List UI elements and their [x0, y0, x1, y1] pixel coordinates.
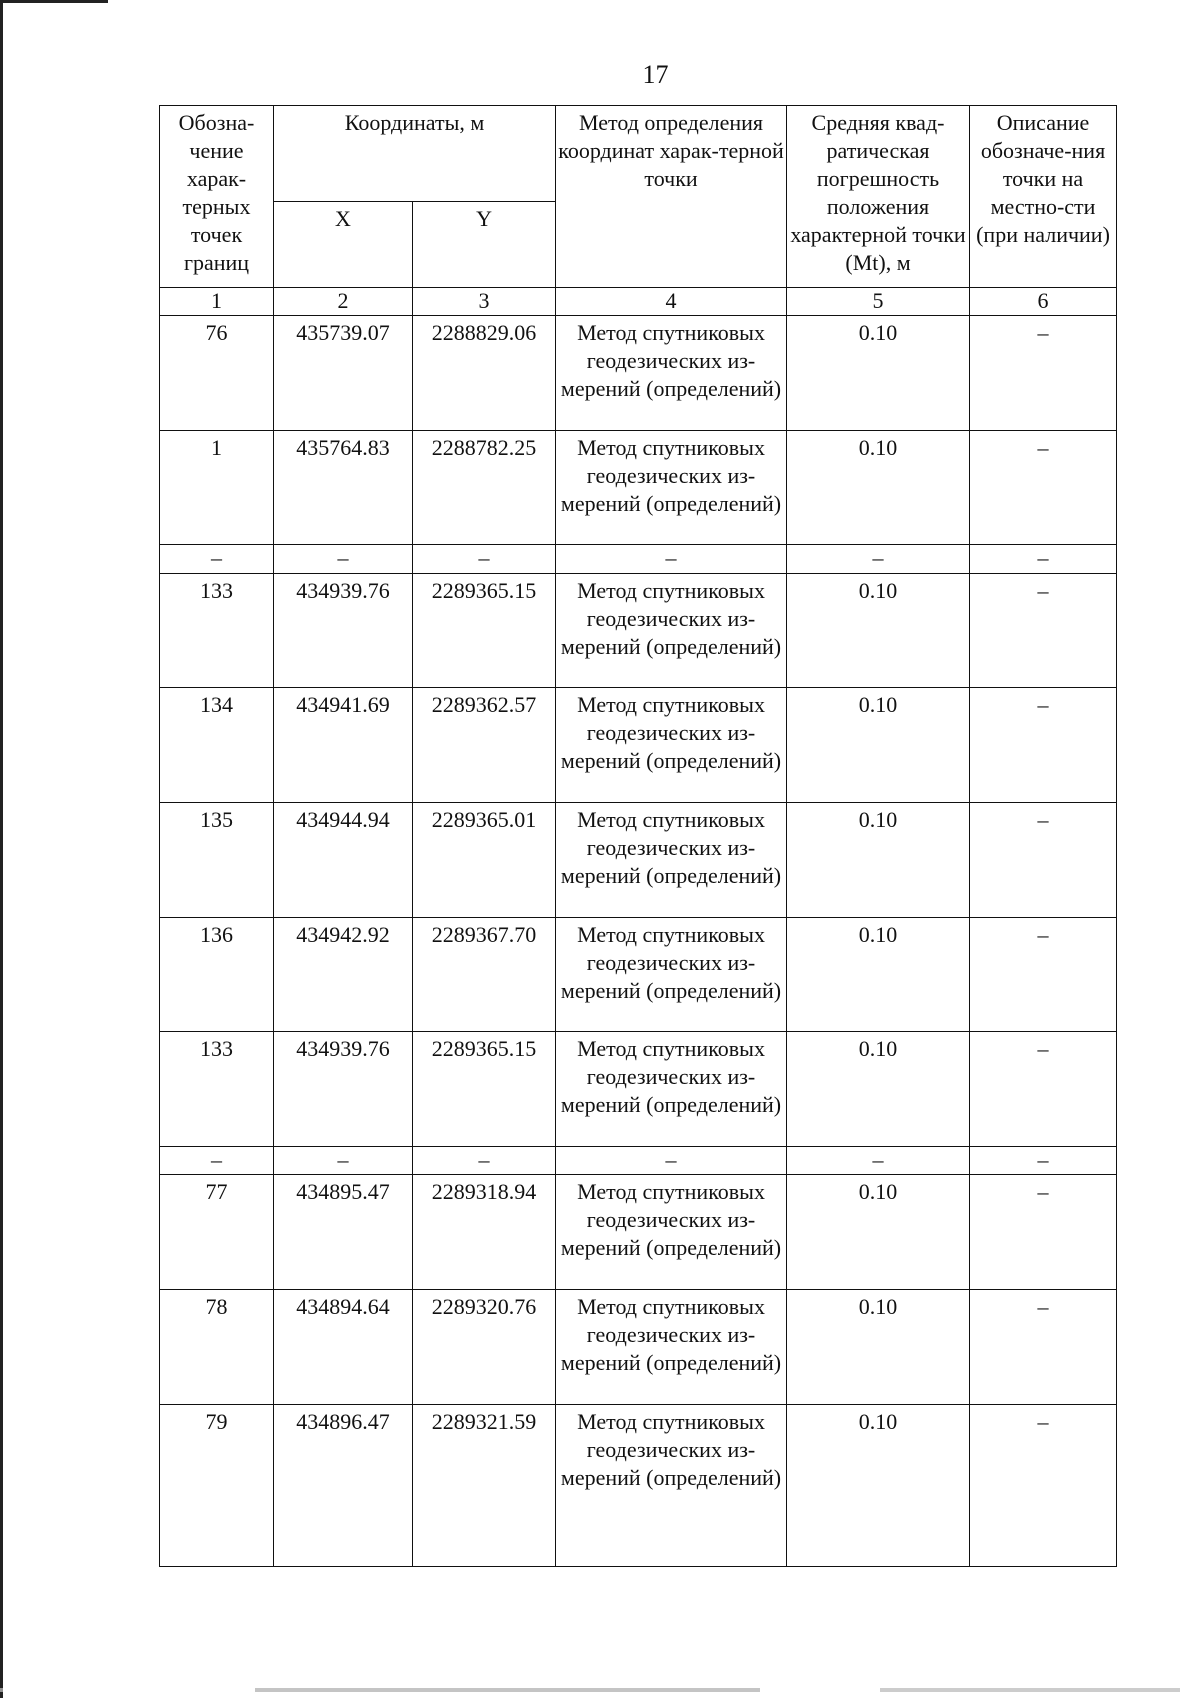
cell-x-coordinate: 434942.92 [274, 917, 413, 1032]
cell-point-description: – [970, 1032, 1117, 1147]
cell-x-coordinate: 434939.76 [274, 573, 413, 688]
cell-y-coordinate: 2289365.01 [413, 802, 556, 917]
cell-x-coordinate: 434944.94 [274, 802, 413, 917]
cell-method: Метод спутниковых геодезических из-мерений (определений) [556, 430, 787, 545]
cell-method: Метод спутниковых геодезических из-мерений (определений) [556, 1175, 787, 1290]
column-number: 2 [274, 288, 413, 316]
scan-edge-artifact [0, 1688, 1200, 1692]
cell-mean-square-error: 0.10 [787, 917, 970, 1032]
cell-x-coordinate: – [274, 545, 413, 573]
header-mean-square-error: Средняя квад-ратическая погрешность положения характерной точки (Mt), м [787, 106, 970, 288]
cell-point-description: – [970, 1404, 1117, 1566]
cell-x-coordinate: 435739.07 [274, 316, 413, 431]
cell-point-number: 133 [160, 1032, 274, 1147]
cell-point-description: – [970, 545, 1117, 573]
cell-method: Метод спутниковых геодезических из-мерений (определений) [556, 1404, 787, 1566]
table-row [160, 573, 1117, 688]
page-top-mark [0, 0, 108, 3]
cell-y-coordinate: 2288782.25 [413, 430, 556, 545]
table-row [160, 1404, 1117, 1566]
cell-method: Метод спутниковых геодезических из-мерений (определений) [556, 917, 787, 1032]
header-coordinates: Координаты, м [274, 106, 556, 202]
column-number: 4 [556, 288, 787, 316]
cell-mean-square-error: 0.10 [787, 1404, 970, 1566]
cell-method: Метод спутниковых геодезических из-мерений (определений) [556, 573, 787, 688]
cell-point-number: 133 [160, 573, 274, 688]
table-row [160, 917, 1117, 1032]
cell-y-coordinate: – [413, 1146, 556, 1174]
table-separator-row [160, 1146, 1117, 1174]
header-method: Метод определения координат харак-терной точки [556, 106, 787, 288]
column-number: 5 [787, 288, 970, 316]
column-number: 6 [970, 288, 1117, 316]
cell-point-number: 78 [160, 1289, 274, 1404]
page-number: 17 [642, 60, 669, 89]
page-left-border [0, 0, 3, 1698]
cell-y-coordinate: 2289362.57 [413, 688, 556, 803]
column-number: 1 [160, 288, 274, 316]
boundary-points-table [159, 105, 1117, 1567]
cell-point-number: – [160, 545, 274, 573]
table-row [160, 316, 1117, 431]
cell-method: Метод спутниковых геодезических из-мерений (определений) [556, 802, 787, 917]
cell-x-coordinate: 434895.47 [274, 1175, 413, 1290]
cell-method: – [556, 545, 787, 573]
table-row [160, 430, 1117, 545]
header-point-description: Описание обозначе-ния точки на местно-сти (при наличии) [970, 106, 1117, 288]
cell-point-number: 76 [160, 316, 274, 431]
cell-x-coordinate: 434896.47 [274, 1404, 413, 1566]
cell-method: Метод спутниковых геодезических из-мерений (определений) [556, 1289, 787, 1404]
table-row [160, 1175, 1117, 1290]
table-separator-row [160, 545, 1117, 573]
cell-y-coordinate: 2289365.15 [413, 1032, 556, 1147]
cell-point-number: 136 [160, 917, 274, 1032]
cell-x-coordinate: 434941.69 [274, 688, 413, 803]
cell-y-coordinate: 2289320.76 [413, 1289, 556, 1404]
cell-mean-square-error: 0.10 [787, 316, 970, 431]
cell-method: Метод спутниковых геодезических из-мерений (определений) [556, 688, 787, 803]
table-row [160, 802, 1117, 917]
cell-y-coordinate: 2289318.94 [413, 1175, 556, 1290]
cell-mean-square-error: – [787, 1146, 970, 1174]
cell-x-coordinate: 434894.64 [274, 1289, 413, 1404]
cell-x-coordinate: 434939.76 [274, 1032, 413, 1147]
cell-mean-square-error: 0.10 [787, 573, 970, 688]
cell-point-description: – [970, 1289, 1117, 1404]
cell-y-coordinate: 2288829.06 [413, 316, 556, 431]
cell-method: Метод спутниковых геодезических из-мерений (определений) [556, 316, 787, 431]
cell-point-description: – [970, 316, 1117, 431]
cell-method: – [556, 1146, 787, 1174]
table-row [160, 1032, 1117, 1147]
cell-point-number: 79 [160, 1404, 274, 1566]
cell-y-coordinate: 2289321.59 [413, 1404, 556, 1566]
cell-y-coordinate: 2289365.15 [413, 573, 556, 688]
cell-point-description: – [970, 917, 1117, 1032]
header-x: X [274, 202, 413, 288]
cell-point-description: – [970, 688, 1117, 803]
cell-mean-square-error: 0.10 [787, 1289, 970, 1404]
cell-mean-square-error: 0.10 [787, 1175, 970, 1290]
cell-y-coordinate: – [413, 545, 556, 573]
cell-y-coordinate: 2289367.70 [413, 917, 556, 1032]
cell-mean-square-error: 0.10 [787, 802, 970, 917]
cell-point-description: – [970, 802, 1117, 917]
cell-point-number: 134 [160, 688, 274, 803]
cell-point-description: – [970, 430, 1117, 545]
column-number: 3 [413, 288, 556, 316]
cell-x-coordinate: 435764.83 [274, 430, 413, 545]
table-row [160, 688, 1117, 803]
cell-method: Метод спутниковых геодезических из-мерений (определений) [556, 1032, 787, 1147]
header-point-designation: Обозна-чение харак-терных точек границ [160, 106, 274, 288]
cell-point-number: 135 [160, 802, 274, 917]
header-y: Y [413, 202, 556, 288]
cell-mean-square-error: 0.10 [787, 688, 970, 803]
cell-mean-square-error: – [787, 545, 970, 573]
cell-mean-square-error: 0.10 [787, 430, 970, 545]
cell-mean-square-error: 0.10 [787, 1032, 970, 1147]
cell-point-number: 77 [160, 1175, 274, 1290]
cell-point-number: – [160, 1146, 274, 1174]
table-row [160, 1289, 1117, 1404]
cell-point-description: – [970, 1146, 1117, 1174]
cell-point-description: – [970, 1175, 1117, 1290]
cell-point-description: – [970, 573, 1117, 688]
cell-x-coordinate: – [274, 1146, 413, 1174]
cell-point-number: 1 [160, 430, 274, 545]
